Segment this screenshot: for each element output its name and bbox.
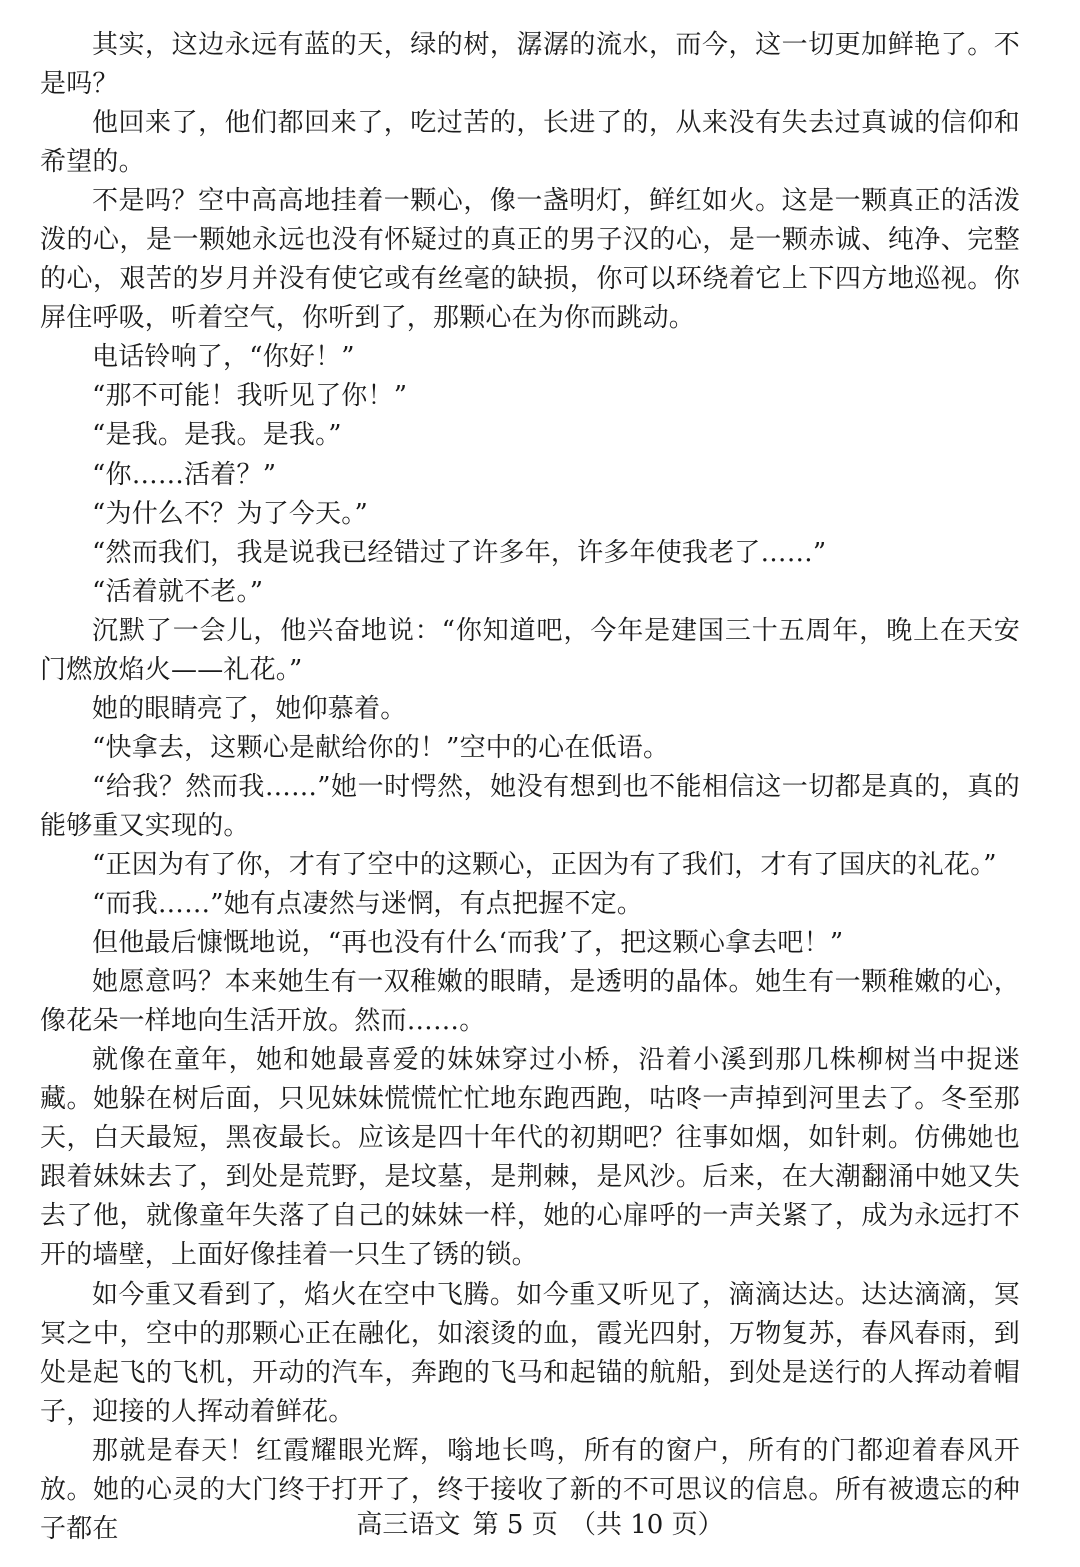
paragraph-17: 但他最后慷慨地说，“再也没有什么‘而我’了，把这颗心拿去吧！”: [92, 928, 844, 959]
paragraph-16: “而我……”她有点凄然与迷惘，有点把握不定。: [92, 889, 643, 920]
paragraph-12: 她的眼睛亮了，她仰慕着。: [92, 693, 407, 724]
document-body: [40, 26, 1020, 1549]
paragraph-15: “正因为有了你，才有了空中的这颗心，正因为有了我们，才有了国庆的礼花。”: [92, 849, 997, 880]
paragraph-2: 他回来了，他们都回来了，吃过苦的，长进了的，从来没有失去过真诚的信仰和希望的。: [40, 108, 1020, 178]
paragraph-13: “快拿去，这颗心是献给你的！”空中的心在低语。: [92, 732, 670, 763]
paragraph-1: 其实，这边永远有蓝的天，绿的树，潺潺的流水，而今，这一切更加鲜艳了。不是吗？: [40, 30, 1020, 100]
footer-total-pages: （共 10 页）: [570, 1510, 724, 1540]
paragraph-19: 就像在童年，她和她最喜爱的妹妹穿过小桥，沿着小溪到那几株柳树当中捉迷藏。她躲在树后面，只见妹妹慌慌忙忙地东跑西跑，咕咚一声掉到河里去了。冬至那天，白天最短，黑夜最长。应该是四十年代的初期吧？往事如烟，如针刺。仿佛她也跟着妹妹去了，到处是荒野，是坟墓，是荆棘，是风沙。后来，在大潮翻涌中她又失去了他，就像童年失落了自己的妹妹一样，她的心扉呼的一声关紧了，成为永远打不开的墙壁，上面好像挂着一只生了锈的锁。: [40, 1045, 1020, 1271]
paragraph-3: 不是吗？空中高高地挂着一颗心，像一盏明灯，鲜红如火。这是一颗真正的活泼泼的心，是一颗她永远也没有怀疑过的真正的男子汉的心，是一颗赤诚、纯净、完整的心，艰苦的岁月并没有使它或有丝毫的缺损，你可以环绕着它上下四方地巡视。你屏住呼吸，听着空气，你听到了，那颗心在为你而跳动。: [40, 186, 1020, 334]
paragraph-11: 沉默了一会儿，他兴奋地说：“你知道吧，今年是建国三十五周年，晚上在天安门燃放焰火——礼花。”: [40, 615, 1020, 685]
paragraph-4: 电话铃响了，“你好！”: [92, 342, 355, 373]
paragraph-7: “你……活着？”: [92, 459, 277, 490]
footer-subject: 高三语文: [356, 1510, 461, 1540]
paragraph-9: “然而我们，我是说我已经错过了许多年，许多年使我老了……”: [92, 537, 827, 568]
paragraph-18: 她愿意吗？本来她生有一双稚嫩的眼睛，是透明的晶体。她生有一颗稚嫩的心，像花朵一样地向生活开放。然而……。: [40, 967, 1020, 1037]
paragraph-6: “是我。是我。是我。”: [92, 420, 342, 451]
paragraph-20: 如今重又看到了，焰火在空中飞腾。如今重又听见了，滴滴达达。达达滴滴，冥冥之中，空中的那颗心正在融化，如滚烫的血，霞光四射，万物复苏，春风春雨，到处是起飞的飞机，开动的汽车，奔跑的飞马和起锚的航船，到处是送行的人挥动着帽子，迎接的人挥动着鲜花。: [40, 1279, 1020, 1427]
page-footer: [0, 1507, 1080, 1543]
paragraph-21: 那就是春天！红霞耀眼光辉，嗡地长鸣，所有的窗户，所有的门都迎着春风开放。她的心灵的大门终于打开了，终于接收了新的不可思议的信息。所有被遗忘的种子都在: [40, 1435, 1020, 1544]
paragraph-10: “活着就不老。”: [92, 576, 264, 607]
footer-page-number: 第 5 页: [472, 1510, 558, 1540]
paragraph-5: “那不可能！我听见了你！”: [92, 381, 408, 412]
paragraph-14: “给我？然而我……”她一时愕然，她没有想到也不能相信这一切都是真的，真的能够重又实现的。: [40, 771, 1020, 841]
paragraph-8: “为什么不？为了今天。”: [92, 498, 368, 529]
